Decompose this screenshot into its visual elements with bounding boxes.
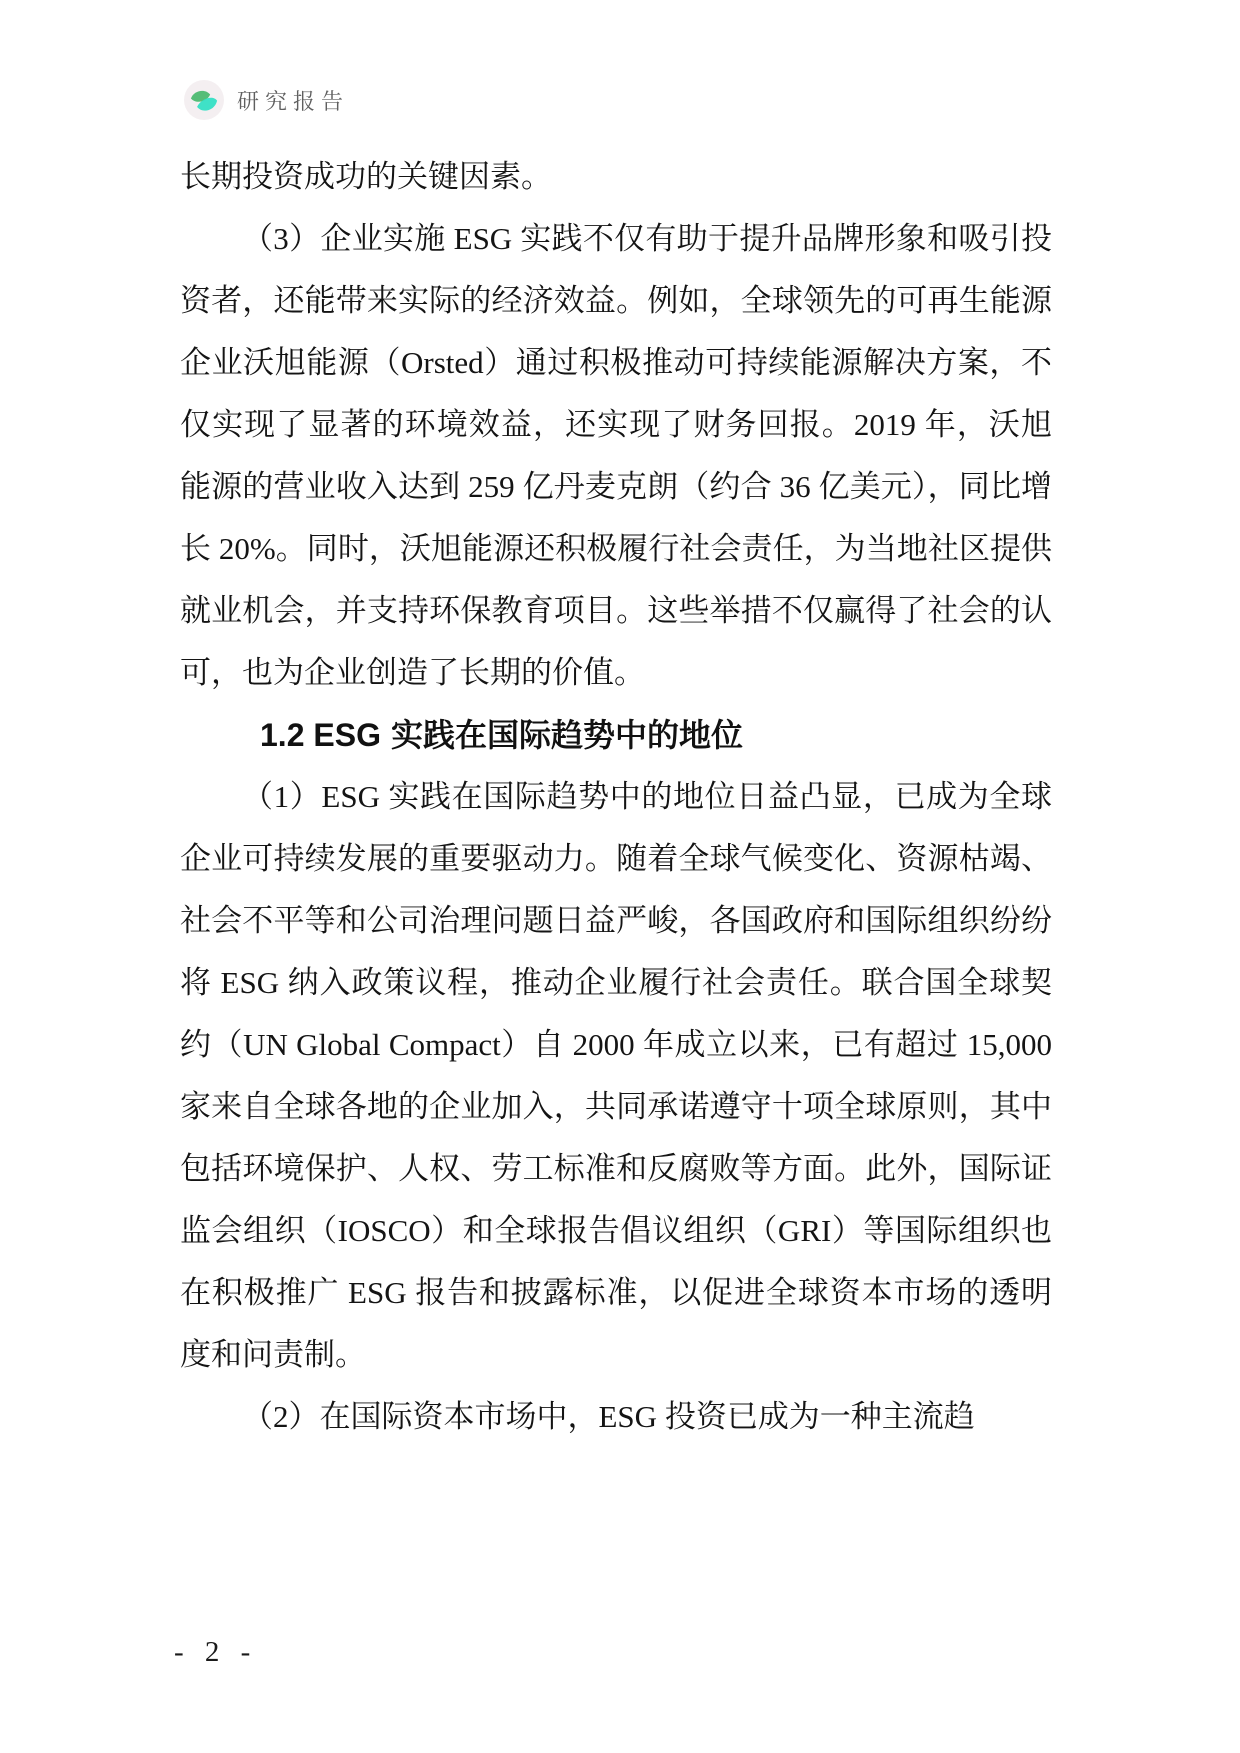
page-header (184, 80, 349, 120)
paragraph-point-2: （2）在国际资本市场中，ESG 投资已成为一种主流趋 (242, 1399, 975, 1434)
section-heading (180, 704, 1052, 766)
brand-name: 研究报告 (237, 89, 350, 114)
document-body (180, 146, 1052, 1448)
brand-logo-icon (184, 80, 224, 120)
section-heading-title: 实践在国际趋势中的地位 (390, 717, 743, 753)
page-number: - 2 - (174, 1636, 258, 1668)
paragraph-continuation: 长期投资成功的关键因素。 (180, 159, 552, 194)
section-heading-number: 1.2 ESG (260, 717, 381, 753)
paragraph-point-3: （3）企业实施 ESG 实践不仅有助于提升品牌形象和吸引投资者，还能带来实际的经济效益。例如，全球领先的可再生能源企业沃旭能源（Orsted）通过积极推动可持续能源解决方案，不仅实现了显著的环境效益，还实现了财务回报。2019 年，沃旭能源的营业收入达到 259 亿丹麦克朗（约合 36 亿美元），同比增长 20%。同时，沃旭能源还积极履行社会责任，为当地社区提供就业机会，并支持环保教育项目。这些举措不仅赢得了社会的认可，也为企业创造了长期的价值。 (180, 221, 1052, 690)
page-footer (174, 1636, 257, 1669)
paragraph-point-1: （1）ESG 实践在国际趋势中的地位日益凸显，已成为全球企业可持续发展的重要驱动力。随着全球气候变化、资源枯竭、社会不平等和公司治理问题日益严峻，各国政府和国际组织纷纷将 ESG 纳入政策议程，推动企业履行社会责任。联合国全球契约（UN Global Compact）自 2000 年成立以来，已有超过 15,000 家来自全球各地的企业加入，共同承诺遵守十项全球原则，其中包括环境保护、人权、劳工标准和反腐败等方面。此外，国际证监会组织（IOSCO）和全球报告倡议组织（GRI）等国际组织也在积极推广 ESG 报告和披露标准，以促进全球资本市场的透明度和问责制。 (180, 779, 1052, 1372)
